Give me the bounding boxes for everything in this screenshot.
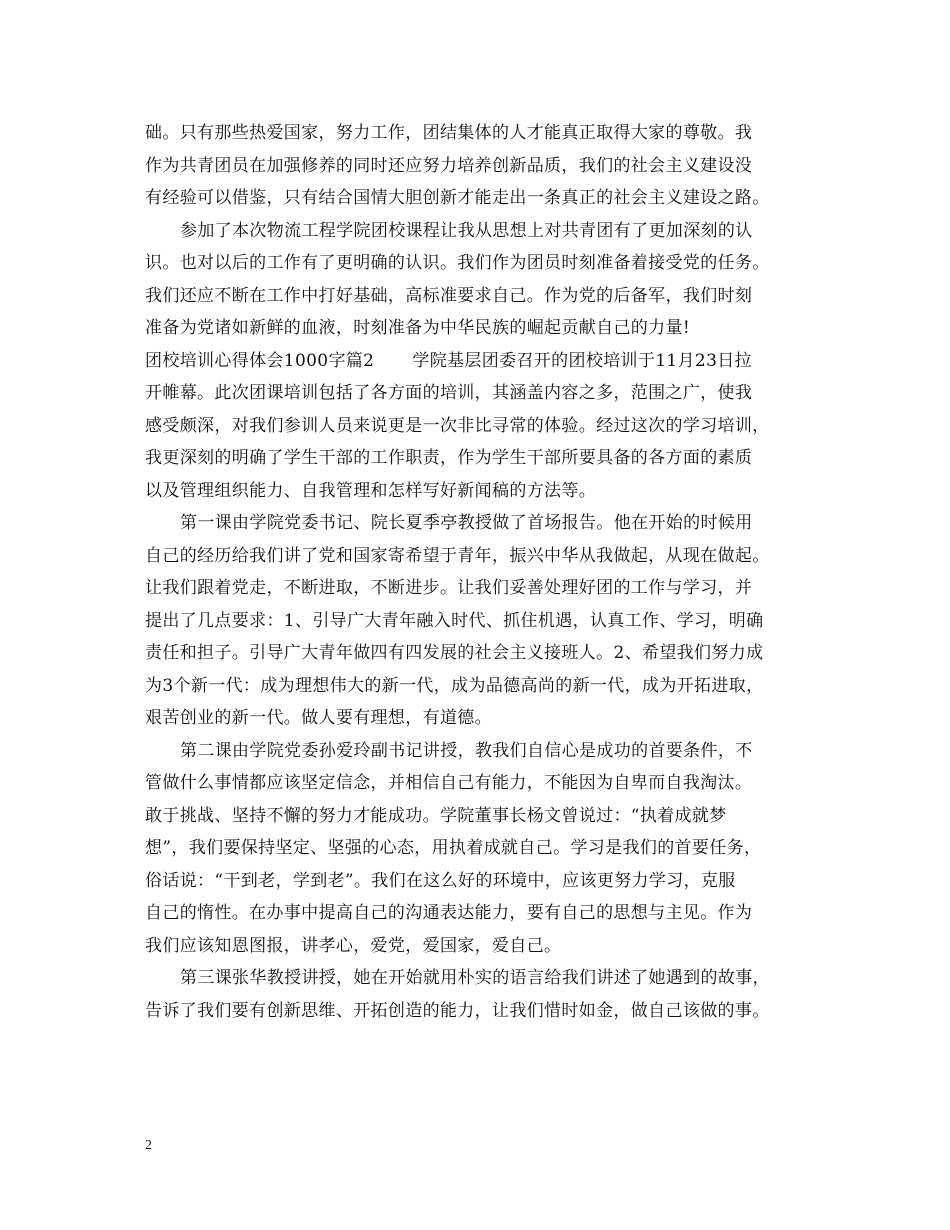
text-line: 感受颇深，对我们参训人员来说更是一次非比寻常的体验。经过这次的学习培训， — [145, 415, 770, 436]
text-line: 第三课张华教授讲授，她在开始就用朴实的语言给我们讲述了她遇到的故事， — [180, 968, 770, 988]
text-line: 自己的经历给我们讲了党和国家寄希望于青年，振兴中华从我做起，从现在做起。 — [145, 545, 770, 566]
paragraph-with-heading — [145, 345, 821, 508]
text-line: 责任和担子。引导广大青年做四有四发展的社会主义接班人。2、希望我们努力成 — [145, 643, 764, 663]
text-line: 让我们跟着党走，不断进取，不断进步。让我们妥善处理好团的工作与学习，并 — [145, 578, 753, 598]
text-line: 俗话说：“干到老，学到老”。我们在这么好的环境中，应该更努力学习，克服 — [145, 870, 736, 891]
text-segment: 学院基层团委召开的团校培训于11月23日拉 — [412, 350, 752, 371]
text-line: 敢于挑战、坚持不懈的努力才能成功。学院董事长杨文曾说过：“执着成就梦 — [145, 805, 727, 826]
text-line: 开帷幕。此次团课培训包括了各方面的培训，其涵盖内容之多，范围之广，使我 — [145, 383, 753, 403]
text-line: 有经验可以借鉴，只有结合国情大胆创新才能走出一条真正的社会主义建设之路。 — [145, 188, 770, 208]
text-line: 我更深刻的明确了学生干部的工作职责，作为学生干部所要具备的各方面的素质 — [145, 448, 753, 468]
text-line: 自己的惰性。在办事中提高自己的沟通表达能力，要有自己的思想与主见。作为 — [145, 903, 753, 923]
text-line: 想”，我们要保持坚定、坚强的心态，用执着成就自己。学习是我们的首要任务， — [145, 838, 762, 858]
paragraph-continuation — [145, 117, 821, 215]
paragraph — [145, 507, 821, 735]
text-line: 管做什么事情都应该坚定信念，并相信自己有能力，不能因为自卑而自我淘汰。 — [145, 773, 753, 793]
page-number: 2 — [145, 1138, 152, 1153]
text-line: 我们应该知恩图报，讲孝心，爱党，爱国家，爱自己。 — [145, 935, 562, 956]
paragraph — [145, 962, 821, 1027]
text-line: 第二课由学院党委孙爱玲副书记讲授，教我们自信心是成功的首要条件，不 — [180, 740, 753, 761]
text-line: 作为共青团员在加强修养的同时还应努力培养创新品质，我们的社会主义建设没 — [145, 155, 753, 176]
text-line: 为3个新一代：成为理想伟大的新一代，成为品德高尚的新一代，成为开拓进取， — [145, 675, 764, 696]
heading-line — [145, 345, 821, 378]
text-line: 识。也对以后的工作有了更明确的认识。我们作为团员时刻准备着接受党的任务。 — [145, 253, 770, 273]
text-line: 准备为党诸如新鲜的血液，时刻准备为中华民族的崛起贡献自己的力量! — [145, 318, 691, 338]
paragraph — [145, 735, 821, 963]
paragraph — [145, 215, 821, 345]
text-line: 础。只有那些热爱国家，努力工作，团结集体的人才能真正取得大家的尊敬。我 — [145, 123, 753, 143]
text-line: 告诉了我们要有创新思维、开拓创造的能力，让我们惜时如金，做自己该做的事。 — [145, 1000, 770, 1021]
text-line: 第一课由学院党委书记、院长夏季亭教授做了首场报告。他在开始的时候用 — [180, 513, 753, 533]
section-heading: 团校培训心得体会1000字篇2 — [145, 350, 375, 371]
text-line: 提出了几点要求：1、引导广大青年融入时代、抓住机遇，认真工作、学习，明确 — [145, 610, 764, 631]
text-line: 以及管理组织能力、自我管理和怎样写好新闻稿的方法等。 — [145, 480, 597, 501]
text-line: 艰苦创业的新一代。做人要有理想，有道德。 — [145, 708, 492, 728]
document-body — [145, 117, 821, 1027]
text-line: 我们还应不断在工作中打好基础，高标准要求自己。作为党的后备军，我们时刻 — [145, 285, 753, 306]
text-line: 参加了本次物流工程学院团校课程让我从思想上对共青团有了更加深刻的认 — [180, 220, 753, 241]
